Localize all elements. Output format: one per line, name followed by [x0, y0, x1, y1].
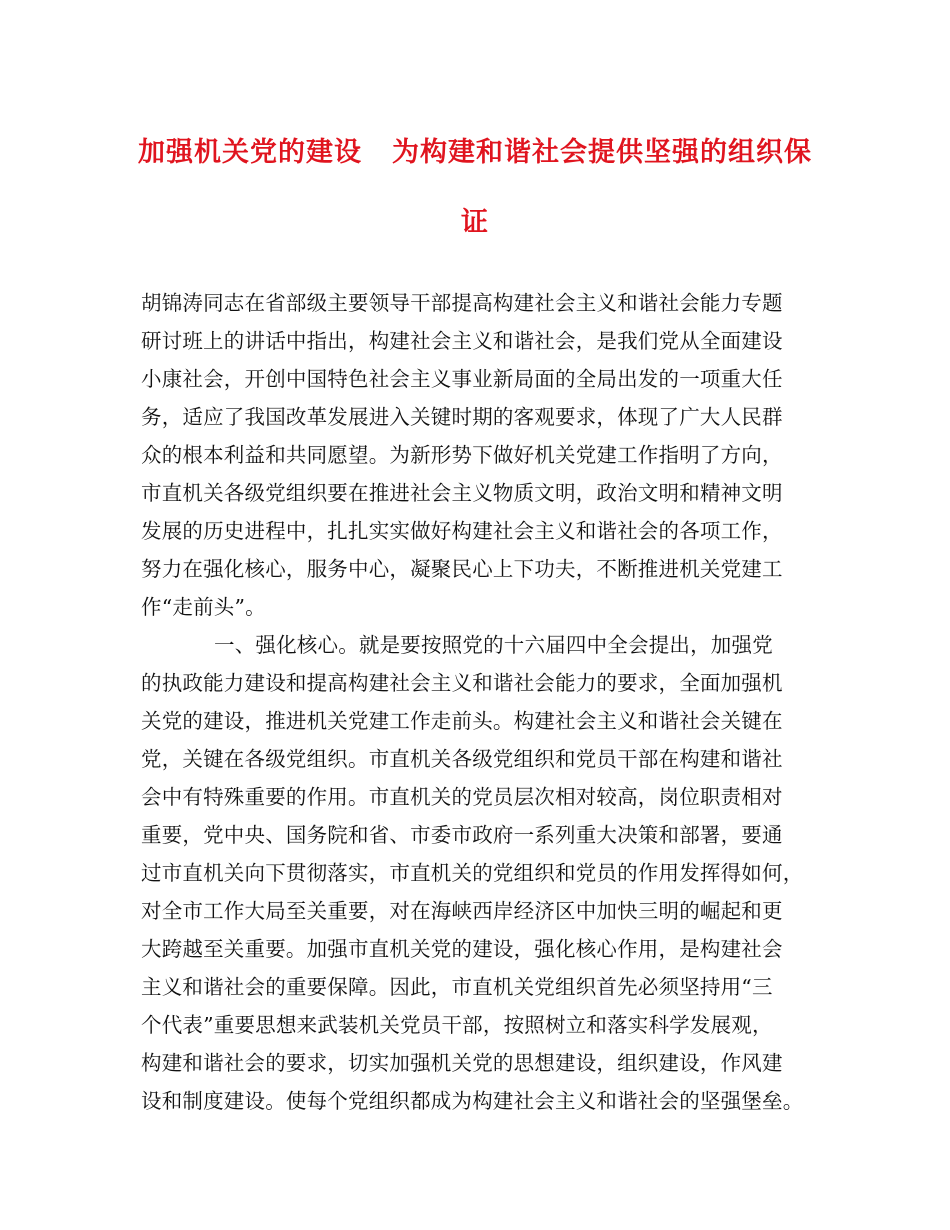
text-line: 关党的建设，推进机关党建工作走前头。构建社会主义和谐社会关键在: [141, 709, 783, 733]
text-line: 对全市工作大局至关重要，对在海峡西岸经济区中加快三明的崛起和更: [141, 899, 783, 923]
text-line: 市直机关各级党组织要在推进社会主义物质文明，政治文明和精神文明: [141, 481, 783, 505]
text-line: 个代表”重要思想来武装机关党员干部，按照树立和落实科学发展观，: [141, 1013, 773, 1037]
text-line: 努力在强化核心，服务中心，凝聚民心上下功夫，不断推进机关党建工: [141, 557, 783, 581]
text-line: 过市直机关向下贯彻落实，市直机关的党组织和党员的作用发挥得如何，: [141, 861, 804, 885]
text-line: 设和制度建设。使每个党组织都成为构建社会主义和谐社会的坚强堡垒。: [141, 1089, 804, 1113]
text-line: 构建和谐社会的要求，切实加强机关党的思想建设，组织建设，作风建: [141, 1051, 783, 1075]
document-title-continued: 证: [461, 207, 489, 238]
text-line: 党，关键在各级党组织。市直机关各级党组织和党员干部在构建和谐社: [141, 747, 783, 771]
text-line: 大跨越至关重要。加强市直机关党的建设，强化核心作用，是构建社会: [141, 937, 783, 961]
text-line: 务，适应了我国改革发展进入关键时期的客观要求，体现了广大人民群: [141, 405, 783, 429]
text-line: 的执政能力建设和提高构建社会主义和谐社会能力的要求，全面加强机: [141, 671, 783, 695]
text-line: 一、强化核心。就是要按照党的十六届四中全会提出，加强党: [214, 633, 773, 657]
text-line: 胡锦涛同志在省部级主要领导干部提高构建社会主义和谐社会能力专题: [141, 291, 783, 315]
text-line: 研讨班上的讲话中指出，构建社会主义和谐社会，是我们党从全面建设: [141, 329, 783, 353]
title-part-2: 为构建和谐社会提供坚强的组织保: [392, 137, 812, 168]
text-line: 发展的历史进程中，扎扎实实做好构建社会主义和谐社会的各项工作，: [141, 519, 783, 543]
document-title: [0, 130, 950, 169]
text-line: 重要，党中央、国务院和省、市委市政府一系列重大决策和部署，要通: [141, 823, 783, 847]
text-line: 主义和谐社会的重要保障。因此，市直机关党组织首先必须坚持用“三: [141, 975, 773, 999]
text-line: 众的根本利益和共同愿望。为新形势下做好机关党建工作指明了方向，: [141, 443, 783, 467]
text-line: 会中有特殊重要的作用。市直机关的党员层次相对较高，岗位职责相对: [141, 785, 783, 809]
text-line: 作“走前头”。: [141, 595, 266, 619]
title-part-1: 加强机关党的建设: [138, 137, 362, 168]
text-line: 小康社会，开创中国特色社会主义事业新局面的全局出发的一项重大任: [141, 367, 783, 391]
